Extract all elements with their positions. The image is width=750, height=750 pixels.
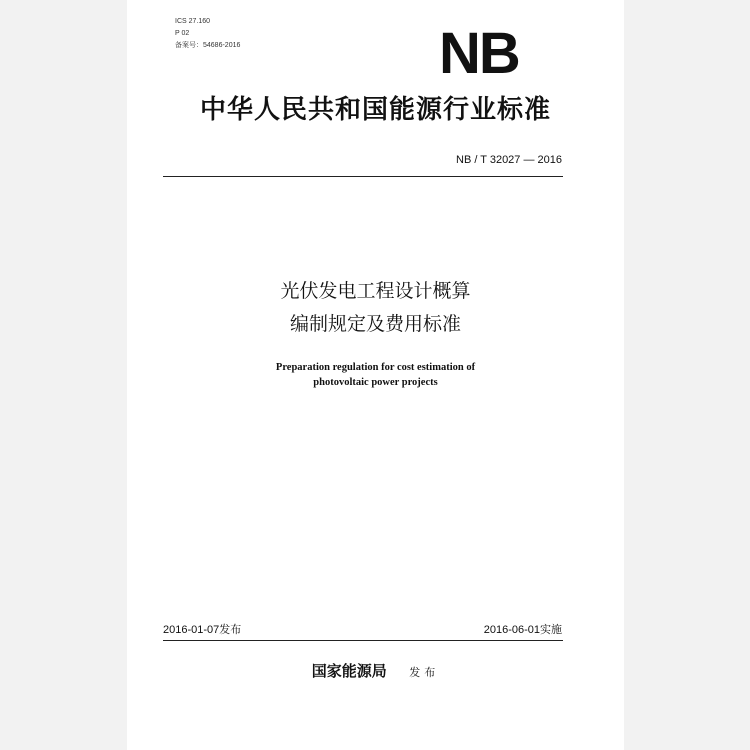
english-title-line-1: Preparation regulation for cost estimation of [275, 362, 476, 373]
chinese-title-line-1: 光伏发电工程设计概算 [280, 280, 471, 302]
ics-code: ICS 27.160 [175, 18, 211, 25]
ccs-code: P 02 [175, 30, 190, 37]
filing-number: 备案号：54686-2016 [175, 42, 241, 49]
publisher-line [127, 661, 624, 683]
english-title-line-2: photovoltaic power projects [313, 377, 438, 388]
classification-info [175, 16, 240, 52]
standard-category-title: 中华人民共和国能源行业标准 [199, 95, 551, 125]
publisher-name: 国家能源局 [311, 662, 387, 680]
standard-number: NB / T 32027 — 2016 [456, 154, 562, 166]
nb-logo: NB [439, 21, 519, 86]
standard-cover-page [127, 0, 624, 750]
publish-action: 发布 [409, 666, 440, 679]
bottom-divider [163, 640, 563, 641]
top-divider [163, 176, 563, 177]
issue-date: 2016-01-07发布 [163, 624, 242, 636]
implementation-date: 2016-06-01实施 [483, 624, 562, 636]
chinese-title-line-2: 编制规定及费用标准 [289, 313, 461, 335]
